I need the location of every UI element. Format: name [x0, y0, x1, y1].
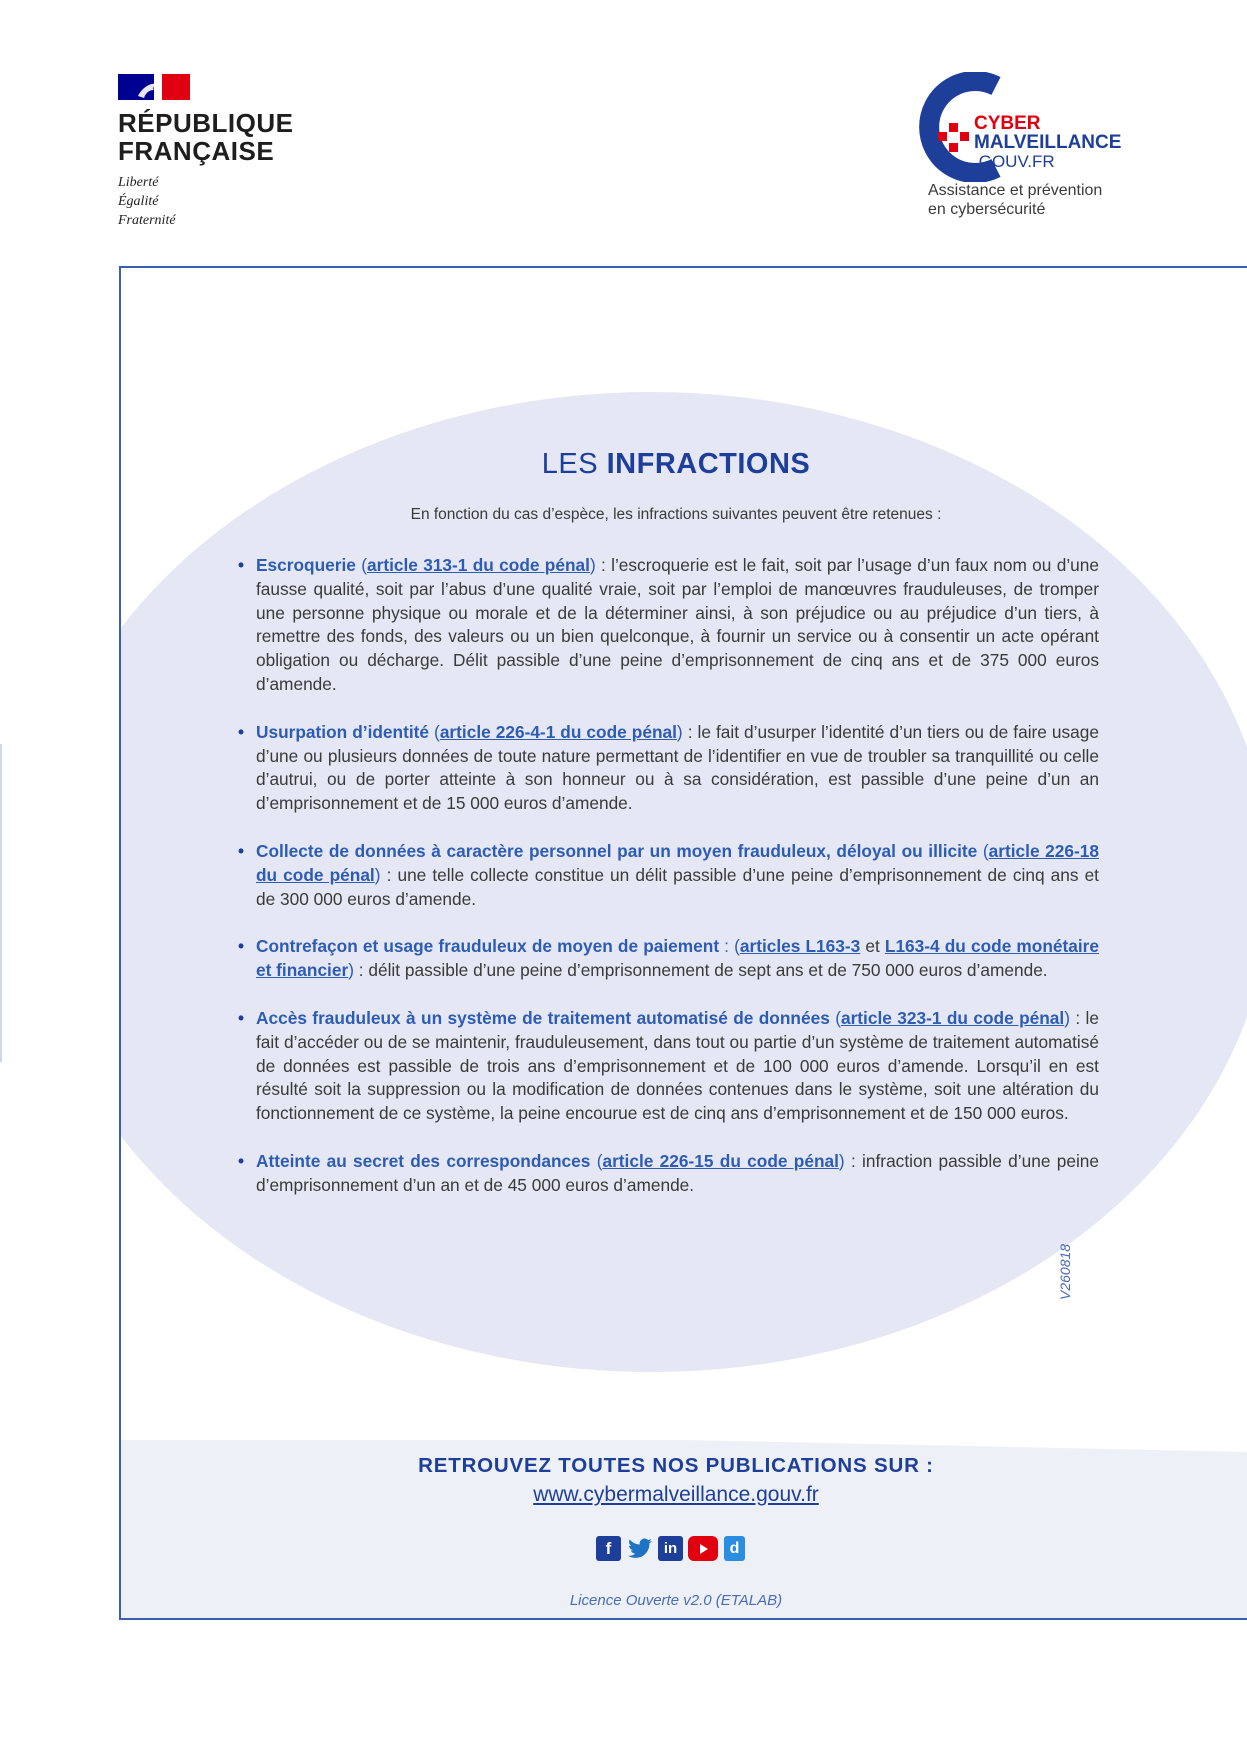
cybermalveillance-logo	[918, 72, 1148, 222]
infraction-term: Atteinte au secret des correspondances	[256, 1150, 591, 1171]
infraction-text: : l’escroquerie est le fait, soit par l’usage d’un faux nom ou d’une fausse qualité, soit par l’abus d’une qualité vraie, soit par l’emploi de manœuvres frauduleuses, de tromper une personne physique ou morale et de la déterminer ainsi, à son préjudice ou au préjudice d’un tiers, à remettre des fonds, des valeurs ou un bien quelconque, à fournir un service ou à consentir un acte opérant obligation ou décharge. Délit passible d’une peine d’emprisonnement de cinq ans et de 375 000 euros d’amende.	[256, 555, 1099, 694]
section-title	[121, 448, 1231, 481]
infraction-term: Accès frauduleux à un système de traitement automatisé de données	[256, 1007, 830, 1028]
logo-subtitle-line2: en cybersécurité	[928, 201, 1046, 218]
infraction-text: : le fait d’accéder ou de se maintenir, frauduleusement, dans tout ou partie d’un système de traitement automatisé de données est passible de trois ans d’emprisonnement et de 100 000 euros d’amende. Lorsqu’il en est résulté soit la suppression ou la modification de données contenues dans le système, soit une altération du fonctionnement de ce système, la peine encourue est de cinq ans d’emprisonnement et de 150 000 euros.	[256, 1007, 1100, 1124]
legal-reference-link-2[interactable]: L163-4 du code monétaire et financier	[256, 936, 1100, 981]
list-item: • Accès frauduleux à un système de traitement automatisé de données (article 323-1 du code pénal) : le fait d’accéder ou de se maintenir, frauduleusement, dans tout ou partie d’un système de traitement automatisé de données est passible de trois ans d’emprisonnement et de 100 000 euros d’amende. Lorsqu’il en est résulté soit la suppression ou la modification de données contenues dans le système, soit une altération du fonctionnement de ce système, la peine encourue est de cinq ans d’emprisonnement et de 150 000 euros.	[256, 1007, 1099, 1126]
website-link[interactable]: www.cybermalveillance.gouv.fr	[533, 1483, 819, 1506]
motto-egalite: Égalité	[118, 194, 159, 209]
infractions-list	[256, 554, 1099, 1222]
licence-text: Licence Ouverte v2.0 (ETALAB)	[569, 1592, 783, 1609]
rf-title-line2: FRANÇAISE	[118, 136, 275, 166]
legal-reference-link[interactable]: article 226-4-1 du code pénal	[439, 721, 677, 742]
youtube-icon[interactable]	[688, 1536, 718, 1561]
infraction-term: Collecte de données à caractère personnel par un moyen frauduleux, déloyal ou illicite	[256, 840, 978, 861]
infraction-text: : le fait d’usurper l’identité d’un tiers ou de faire usage d’une ou plusieurs données de toute nature permettant de l’identifier en vue de troubler sa tranquillité ou celle d’autrui, ou de porter atteinte à son honneur ou à sa considération, est passible d’une peine d’un an d’emprisonnement et de 15 000 euros d’amende.	[256, 721, 1099, 814]
section-title-strong: INFRACTIONS	[606, 448, 811, 480]
linkedin-icon[interactable]: in	[658, 1536, 683, 1561]
logo-cyber-text: CYBER	[974, 113, 1041, 134]
page-edge-mark	[0, 744, 2, 1062]
version-code: V260818	[1057, 1243, 1073, 1300]
legal-reference-link[interactable]: article 226-15 du code pénal	[602, 1150, 839, 1171]
infraction-term: Escroquerie	[256, 555, 356, 575]
logo-malveillance-text: MALVEILLANCE	[974, 132, 1122, 153]
publications-title: RETROUVEZ TOUTES NOS PUBLICATIONS SUR :	[418, 1454, 934, 1477]
twitter-icon[interactable]	[626, 1536, 654, 1561]
logo-subtitle-line1: Assistance et prévention	[928, 182, 1103, 199]
infraction-text: : une telle collecte constitue un délit passible d’une peine d’emprisonnement de cinq ans et de 300 000 euros d’amende.	[256, 864, 1099, 909]
logo-gouv-text: .GOUV.FR	[974, 152, 1055, 171]
list-item: • Escroquerie (article 313-1 du code pénal) : l’escroquerie est le fait, soit par l’usage d’un faux nom ou d’une fausse qualité, soit par l’abus d’une qualité vraie, soit par l’emploi de manœuvres frauduleuses, de tromper une personne physique ou morale et de la déterminer ainsi, à son préjudice ou au préjudice d’un tiers, à remettre des fonds, des valeurs ou un bien quelconque, à fournir un service ou à consentir un acte opérant obligation ou décharge. Délit passible d’une peine d’emprisonnement de cinq ans et de 375 000 euros d’amende.	[256, 554, 1099, 697]
facebook-icon[interactable]: f	[596, 1536, 621, 1561]
legal-reference-link[interactable]: articles L163-3	[739, 936, 861, 957]
infraction-term: Contrefaçon et usage frauduleux de moyen de paiement	[256, 936, 720, 957]
motto-fraternite: Fraternité	[118, 213, 176, 228]
infraction-text: : délit passible d’une peine d’emprisonnement de sept ans et de 750 000 euros d’amende.	[353, 960, 1048, 981]
reference-joiner: et	[860, 936, 885, 957]
list-item: • Contrefaçon et usage frauduleux de moyen de paiement : (articles L163-3 et L163-4 du code monétaire et financier) : délit passible d’une peine d’emprisonnement de sept ans et de 750 000 euros d’amende.	[256, 935, 1099, 983]
marianne-flag-icon	[118, 74, 190, 100]
list-item: • Usurpation d’identité (article 226-4-1 du code pénal) : le fait d’usurper l’identité d’un tiers ou de faire usage d’une ou plusieurs données de toute nature permettant de l’identifier en vue de troubler sa tranquillité ou celle d’autrui, ou de porter atteinte à son honneur ou à sa considération, est passible d’une peine d’un an d’emprisonnement et de 15 000 euros d’amende.	[256, 721, 1099, 816]
section-title-prefix: LES	[541, 448, 599, 480]
rf-title-line1: RÉPUBLIQUE	[118, 108, 294, 138]
list-item: • Atteinte au secret des correspondances (article 226-15 du code pénal) : infraction passible d’une peine d’emprisonnement d’un an et de 45 000 euros d’amende.	[256, 1150, 1099, 1198]
infraction-term: Usurpation d’identité	[256, 721, 430, 742]
motto-liberte: Liberté	[118, 175, 159, 190]
dailymotion-icon[interactable]: d	[724, 1536, 745, 1561]
legal-reference-link[interactable]: article 226-18 du code pénal	[256, 840, 1099, 885]
republique-francaise-logo	[118, 74, 293, 230]
section-intro: En fonction du cas d’espèce, les infractions suivantes peuvent être retenues :	[410, 506, 942, 523]
infraction-text: : infraction passible d’une peine d’emprisonnement d’un an et de 45 000 euros d’amende.	[256, 1150, 1100, 1195]
legal-reference-link[interactable]: article 323-1 du code pénal	[840, 1007, 1065, 1028]
content-frame	[119, 266, 1247, 1620]
list-item: • Collecte de données à caractère personnel par un moyen frauduleux, déloyal ou illicite (article 226-18 du code pénal) : une telle collecte constitue un délit passible d’une peine d’emprisonnement de cinq ans et de 300 000 euros d’amende.	[256, 840, 1099, 911]
legal-reference-link[interactable]: article 313-1 du code pénal	[366, 555, 590, 575]
